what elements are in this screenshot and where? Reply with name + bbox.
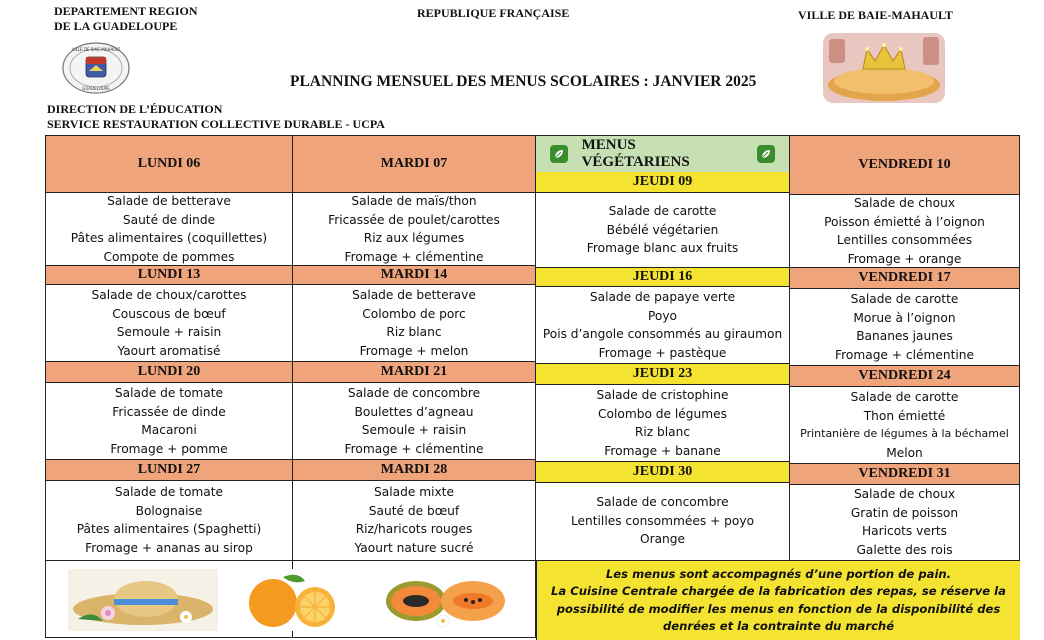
menu-item: Lentilles consommées (836, 233, 973, 247)
day-header: JEUDI 16 (536, 267, 789, 287)
menu-item: Riz/haricots rouges (355, 522, 473, 536)
menu-item: Melon (886, 445, 923, 460)
municipal-seal-icon (62, 42, 130, 94)
menu-item: Salade de tomate (114, 386, 224, 400)
day-menu (293, 383, 535, 459)
menu-item: Pâtes alimentaires (coquillettes) (70, 231, 268, 245)
region-line-2: DE LA GUADELOUPE (54, 19, 178, 33)
day-header: JEUDI 23 (536, 363, 789, 385)
menu-item: Lentilles consommées + poyo (570, 513, 755, 528)
menu-item: Salade de papaye verte (589, 290, 736, 304)
menu-item: Printanière de légumes à la béchamel (800, 427, 1009, 440)
republic-header: REPUBLIQUE FRANÇAISE (417, 6, 570, 20)
day-header: VENDREDI 17 (790, 267, 1019, 289)
day-menu (46, 383, 292, 459)
city-header: VILLE DE BAIE-MAHAULT (798, 8, 953, 22)
menu-item: Sauté de bœuf (368, 503, 460, 518)
day-menu (536, 483, 789, 559)
menu-item: Poyo (647, 308, 678, 323)
day-header: VENDREDI 10 (790, 136, 1019, 195)
seal-top-text: VILLE DE BAIE-MAHAULT (71, 47, 121, 52)
menu-item: Fromage + clémentine (344, 441, 484, 456)
menu-item: Semoule + raisin (361, 423, 467, 437)
day-header: LUNDI 27 (46, 459, 292, 481)
menu-item: Salade de carotte (608, 204, 717, 219)
day-menu (536, 385, 789, 461)
menu-item: Salade de tomate (114, 485, 224, 499)
region-header (54, 4, 197, 34)
day-menu (536, 287, 789, 363)
day-menu (790, 485, 1019, 559)
menu-item: Galette des rois (856, 542, 953, 557)
day-menu (293, 285, 535, 361)
menu-item: Poisson émietté à l’oignon (824, 214, 985, 229)
menu-item: Riz blanc (386, 325, 442, 339)
menu-item: Salade de maïs/thon (351, 194, 477, 208)
menu-item: Yaourt aromatisé (117, 343, 221, 358)
menu-item: Salade de betterave (352, 288, 476, 302)
menu-item: Riz aux légumes (363, 231, 465, 245)
service-line: SERVICE RESTAURATION COLLECTIVE DURABLE - UCPA (47, 117, 385, 131)
day-menu (46, 285, 292, 361)
menu-item: Bananes jaunes (856, 329, 953, 343)
straw-hat-photo (68, 569, 218, 631)
region-line-1: DEPARTEMENT REGION (54, 4, 198, 18)
menu-item: Bébélé végétarien (606, 222, 719, 237)
menu-item: Salade de choux (853, 487, 956, 501)
menu-item: Fromage blanc aux fruits (586, 241, 739, 256)
papaya-photo (381, 569, 511, 631)
menu-item: Fromage + orange (847, 251, 962, 266)
menu-item: Haricots verts (861, 524, 948, 538)
menu-item: Couscous de bœuf (112, 306, 226, 321)
day-header: JEUDI 30 (536, 461, 789, 483)
leaf-icon (550, 145, 568, 163)
day-menu (293, 193, 535, 265)
leaf-icon (757, 145, 775, 163)
day-menu (790, 289, 1019, 365)
menu-item: Fromage + clémentine (835, 347, 974, 362)
menu-item: Boulettes d’agneau (354, 404, 474, 419)
menu-item: Fromage + melon (359, 343, 469, 358)
note-line: Les menus sont accompagnés d’une portion de pain. (605, 566, 952, 581)
day-menu (293, 481, 535, 559)
vegetarian-banner (536, 136, 789, 173)
menu-item: Salade de concombre (347, 386, 481, 400)
menu-item: Riz blanc (634, 425, 691, 439)
menu-item: Colombo de porc (362, 306, 466, 321)
footer-note (536, 561, 1020, 640)
direction-line: DIRECTION DE L’ÉDUCATION (47, 102, 223, 116)
day-menu (790, 195, 1019, 267)
direction-header (47, 102, 385, 132)
menu-item: Fromage + pomme (110, 441, 228, 456)
menu-item: Fromage + clémentine (344, 249, 484, 264)
day-header: VENDREDI 24 (790, 365, 1019, 387)
galette-des-rois-photo (823, 33, 945, 103)
note-line: La Cuisine Centrale chargée de la fabrication des repas, se réserve la (551, 584, 1006, 598)
menu-item: Salade de choux/carottes (91, 288, 247, 302)
day-menu (536, 193, 789, 267)
menu-item: Gratin de poisson (850, 505, 959, 520)
menu-item: Bolognaise (135, 503, 203, 518)
menu-item: Pâtes alimentaires (Spaghetti) (76, 522, 262, 536)
footer-row (46, 560, 1019, 640)
day-menu (46, 481, 292, 559)
day-header: JEUDI 09 (536, 172, 789, 193)
page-title: PLANNING MENSUEL DES MENUS SCOLAIRES : JANVIER 2025 (290, 73, 757, 90)
menu-item: Fricassée de dinde (112, 404, 226, 419)
day-header: MARDI 14 (293, 265, 535, 285)
day-header: LUNDI 06 (46, 136, 292, 193)
menu-item: Salade de cristophine (596, 388, 729, 402)
menu-item: Salade mixte (374, 485, 454, 499)
menu-item: Yaourt nature sucré (354, 540, 474, 555)
menu-item: Fromage + ananas au sirop (85, 540, 253, 555)
menu-item: Salade de carotte (850, 292, 959, 306)
menu-item: Fromage + banane (604, 443, 721, 458)
menu-table (45, 135, 1020, 638)
day-header: MARDI 07 (293, 136, 535, 193)
day-header: LUNDI 13 (46, 265, 292, 285)
menu-item: Sauté de dinde (122, 212, 216, 227)
menu-item: Macaroni (141, 423, 197, 437)
menu-item: Fricassée de poulet/carottes (328, 212, 500, 227)
menu-item: Colombo de légumes (598, 406, 727, 421)
note-line: denrées et la contrainte du marché (662, 619, 895, 633)
vegetarian-banner-label: MENUS VÉGÉTARIENS (581, 137, 690, 170)
day-header: LUNDI 20 (46, 361, 292, 383)
day-menu (46, 193, 292, 265)
day-menu (790, 387, 1019, 463)
day-header: MARDI 28 (293, 459, 535, 481)
menu-item: Orange (639, 532, 686, 547)
menu-item: Salade de concombre (596, 495, 729, 510)
note-line: possibilité de modifier les menus en fonction de la disponibilité des (556, 601, 1001, 616)
oranges-photo (243, 569, 348, 631)
menu-item: Salade de betterave (107, 194, 231, 208)
menu-item: Morue à l’oignon (853, 310, 956, 325)
day-header: VENDREDI 31 (790, 463, 1019, 485)
menu-item: Thon émietté (863, 408, 946, 423)
menu-item: Salade de choux (853, 196, 956, 210)
seal-bottom-text: GUADELOUPE (82, 86, 110, 91)
menu-item: Pois d’angole consommés au giraumon (542, 327, 783, 341)
menu-item: Salade de carotte (850, 390, 959, 404)
menu-item: Semoule + raisin (116, 325, 222, 339)
menu-item: Compote de pommes (103, 249, 235, 264)
menu-item: Fromage + pastèque (598, 345, 727, 360)
day-header: MARDI 21 (293, 361, 535, 383)
